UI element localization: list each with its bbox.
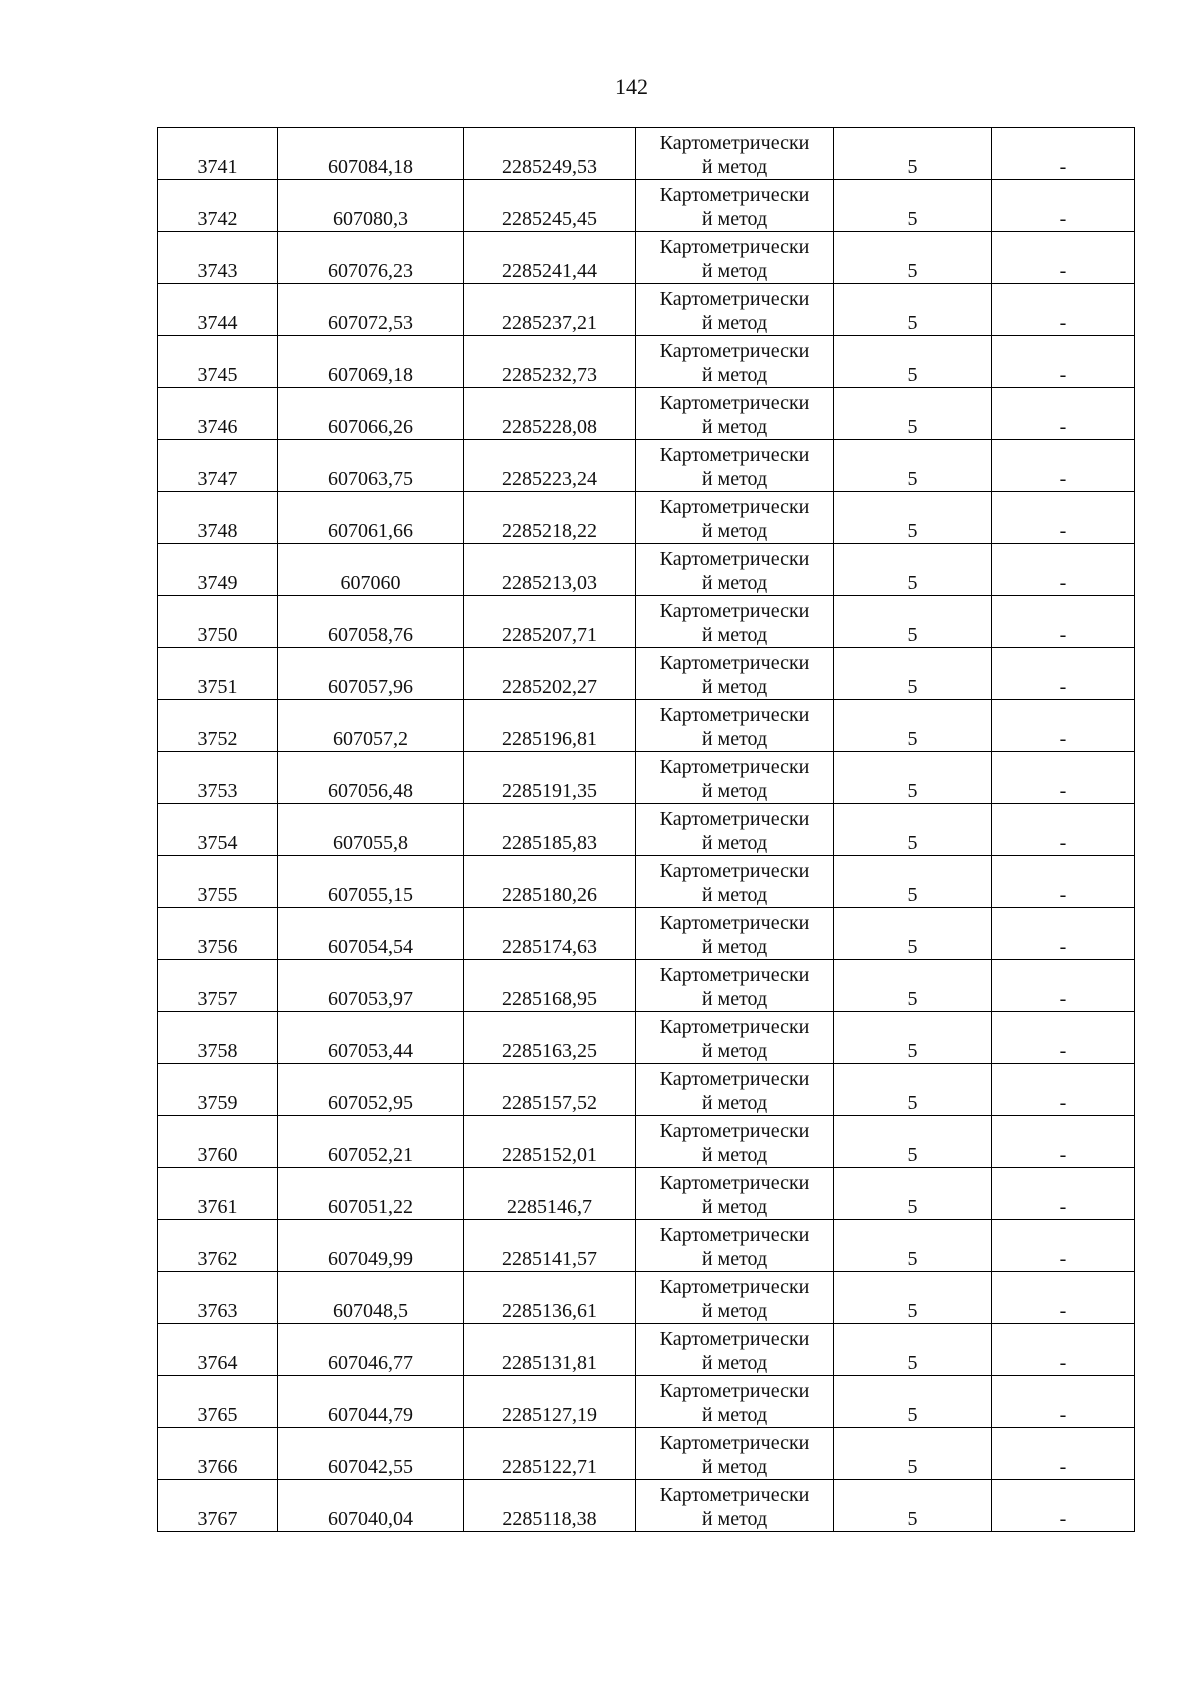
method-label-line1: Картометрически bbox=[659, 392, 810, 414]
point-number-cell: 3753 bbox=[158, 752, 278, 804]
point-number-cell: 3744 bbox=[158, 284, 278, 336]
y-coordinate-cell: 2285232,73 bbox=[464, 336, 636, 388]
note-cell: - bbox=[992, 284, 1135, 336]
method-cell bbox=[636, 1428, 834, 1480]
table-row bbox=[158, 1220, 1135, 1272]
note-cell: - bbox=[992, 1272, 1135, 1324]
table-row bbox=[158, 960, 1135, 1012]
accuracy-cell: 5 bbox=[834, 232, 992, 284]
method-label-line2: й метод bbox=[701, 364, 768, 386]
method-label-line1: Картометрически bbox=[659, 652, 810, 674]
method-cell bbox=[636, 128, 834, 180]
point-number-cell: 3762 bbox=[158, 1220, 278, 1272]
method-label-line2: й метод bbox=[701, 312, 768, 334]
method-cell bbox=[636, 1012, 834, 1064]
method-cell bbox=[636, 1116, 834, 1168]
method-label-line2: й метод bbox=[701, 936, 768, 958]
accuracy-cell: 5 bbox=[834, 284, 992, 336]
method-label-line1: Картометрически bbox=[659, 756, 810, 778]
method-label-line2: й метод bbox=[701, 1456, 768, 1478]
note-cell: - bbox=[992, 960, 1135, 1012]
x-coordinate-cell: 607066,26 bbox=[278, 388, 464, 440]
note-cell: - bbox=[992, 1168, 1135, 1220]
method-label-line1: Картометрически bbox=[659, 1016, 810, 1038]
x-coordinate-cell: 607055,8 bbox=[278, 804, 464, 856]
method-label-line1: Картометрически bbox=[659, 860, 810, 882]
y-coordinate-cell: 2285218,22 bbox=[464, 492, 636, 544]
method-cell bbox=[636, 284, 834, 336]
method-label-line1: Картометрически bbox=[659, 288, 810, 310]
point-number-cell: 3746 bbox=[158, 388, 278, 440]
point-number-cell: 3742 bbox=[158, 180, 278, 232]
accuracy-cell: 5 bbox=[834, 440, 992, 492]
note-cell: - bbox=[992, 1480, 1135, 1532]
x-coordinate-cell: 607060 bbox=[278, 544, 464, 596]
method-label-line2: й метод bbox=[701, 1300, 768, 1322]
method-label-line2: й метод bbox=[701, 988, 768, 1010]
x-coordinate-cell: 607044,79 bbox=[278, 1376, 464, 1428]
y-coordinate-cell: 2285127,19 bbox=[464, 1376, 636, 1428]
accuracy-cell: 5 bbox=[834, 700, 992, 752]
note-cell: - bbox=[992, 856, 1135, 908]
method-cell bbox=[636, 440, 834, 492]
point-number-cell: 3764 bbox=[158, 1324, 278, 1376]
accuracy-cell: 5 bbox=[834, 648, 992, 700]
y-coordinate-cell: 2285168,95 bbox=[464, 960, 636, 1012]
x-coordinate-cell: 607076,23 bbox=[278, 232, 464, 284]
x-coordinate-cell: 607052,21 bbox=[278, 1116, 464, 1168]
x-coordinate-cell: 607069,18 bbox=[278, 336, 464, 388]
point-number-cell: 3756 bbox=[158, 908, 278, 960]
y-coordinate-cell: 2285185,83 bbox=[464, 804, 636, 856]
point-number-cell: 3760 bbox=[158, 1116, 278, 1168]
accuracy-cell: 5 bbox=[834, 492, 992, 544]
page-number: 142 bbox=[615, 74, 648, 99]
method-label-line2: й метод bbox=[701, 468, 768, 490]
accuracy-cell: 5 bbox=[834, 1428, 992, 1480]
x-coordinate-cell: 607053,44 bbox=[278, 1012, 464, 1064]
accuracy-cell: 5 bbox=[834, 752, 992, 804]
method-cell bbox=[636, 752, 834, 804]
method-cell bbox=[636, 1272, 834, 1324]
method-label-line1: Картометрически bbox=[659, 548, 810, 570]
point-number-cell: 3751 bbox=[158, 648, 278, 700]
x-coordinate-cell: 607054,54 bbox=[278, 908, 464, 960]
accuracy-cell: 5 bbox=[834, 336, 992, 388]
accuracy-cell: 5 bbox=[834, 1220, 992, 1272]
method-label-line1: Картометрически bbox=[659, 184, 810, 206]
note-cell: - bbox=[992, 1116, 1135, 1168]
note-cell: - bbox=[992, 232, 1135, 284]
accuracy-cell: 5 bbox=[834, 804, 992, 856]
x-coordinate-cell: 607042,55 bbox=[278, 1428, 464, 1480]
note-cell: - bbox=[992, 908, 1135, 960]
note-cell: - bbox=[992, 180, 1135, 232]
y-coordinate-cell: 2285237,21 bbox=[464, 284, 636, 336]
note-cell: - bbox=[992, 544, 1135, 596]
point-number-cell: 3767 bbox=[158, 1480, 278, 1532]
accuracy-cell: 5 bbox=[834, 544, 992, 596]
note-cell: - bbox=[992, 1064, 1135, 1116]
method-label-line1: Картометрически bbox=[659, 444, 810, 466]
method-label-line2: й метод bbox=[701, 520, 768, 542]
point-number-cell: 3748 bbox=[158, 492, 278, 544]
note-cell: - bbox=[992, 752, 1135, 804]
y-coordinate-cell: 2285191,35 bbox=[464, 752, 636, 804]
x-coordinate-cell: 607053,97 bbox=[278, 960, 464, 1012]
point-number-cell: 3745 bbox=[158, 336, 278, 388]
accuracy-cell: 5 bbox=[834, 1324, 992, 1376]
point-number-cell: 3763 bbox=[158, 1272, 278, 1324]
accuracy-cell: 5 bbox=[834, 1272, 992, 1324]
table-row bbox=[158, 596, 1135, 648]
point-number-cell: 3765 bbox=[158, 1376, 278, 1428]
accuracy-cell: 5 bbox=[834, 1064, 992, 1116]
table-row bbox=[158, 700, 1135, 752]
method-cell bbox=[636, 1220, 834, 1272]
method-label-line2: й метод bbox=[701, 1144, 768, 1166]
y-coordinate-cell: 2285141,57 bbox=[464, 1220, 636, 1272]
table-row bbox=[158, 1116, 1135, 1168]
method-cell bbox=[636, 544, 834, 596]
method-cell bbox=[636, 960, 834, 1012]
point-number-cell: 3754 bbox=[158, 804, 278, 856]
method-label-line1: Картометрически bbox=[659, 1276, 810, 1298]
method-label-line2: й метод bbox=[701, 1092, 768, 1114]
point-number-cell: 3757 bbox=[158, 960, 278, 1012]
method-label-line2: й метод bbox=[701, 1404, 768, 1426]
y-coordinate-cell: 2285228,08 bbox=[464, 388, 636, 440]
method-cell bbox=[636, 388, 834, 440]
y-coordinate-cell: 2285202,27 bbox=[464, 648, 636, 700]
method-label-line2: й метод bbox=[701, 1040, 768, 1062]
accuracy-cell: 5 bbox=[834, 388, 992, 440]
coordinates-table bbox=[157, 127, 1135, 1532]
x-coordinate-cell: 607048,5 bbox=[278, 1272, 464, 1324]
x-coordinate-cell: 607057,2 bbox=[278, 700, 464, 752]
method-label-line1: Картометрически bbox=[659, 1224, 810, 1246]
note-cell: - bbox=[992, 1324, 1135, 1376]
point-number-cell: 3743 bbox=[158, 232, 278, 284]
accuracy-cell: 5 bbox=[834, 1480, 992, 1532]
accuracy-cell: 5 bbox=[834, 960, 992, 1012]
method-label-line2: й метод bbox=[701, 208, 768, 230]
y-coordinate-cell: 2285118,38 bbox=[464, 1480, 636, 1532]
y-coordinate-cell: 2285157,52 bbox=[464, 1064, 636, 1116]
method-cell bbox=[636, 232, 834, 284]
method-label-line2: й метод bbox=[701, 572, 768, 594]
x-coordinate-cell: 607058,76 bbox=[278, 596, 464, 648]
note-cell: - bbox=[992, 700, 1135, 752]
note-cell: - bbox=[992, 648, 1135, 700]
method-cell bbox=[636, 804, 834, 856]
accuracy-cell: 5 bbox=[834, 1012, 992, 1064]
method-label-line1: Картометрически bbox=[659, 1328, 810, 1350]
table-row bbox=[158, 1428, 1135, 1480]
method-label-line1: Картометрически bbox=[659, 496, 810, 518]
x-coordinate-cell: 607057,96 bbox=[278, 648, 464, 700]
x-coordinate-cell: 607072,53 bbox=[278, 284, 464, 336]
table-row bbox=[158, 492, 1135, 544]
note-cell: - bbox=[992, 1220, 1135, 1272]
table-row bbox=[158, 856, 1135, 908]
note-cell: - bbox=[992, 1428, 1135, 1480]
x-coordinate-cell: 607056,48 bbox=[278, 752, 464, 804]
method-label-line2: й метод bbox=[701, 1508, 768, 1530]
method-cell bbox=[636, 648, 834, 700]
table-row bbox=[158, 1064, 1135, 1116]
method-label-line1: Картометрически bbox=[659, 132, 810, 154]
note-cell: - bbox=[992, 128, 1135, 180]
method-label-line2: й метод bbox=[701, 884, 768, 906]
method-label-line1: Картометрически bbox=[659, 1172, 810, 1194]
y-coordinate-cell: 2285196,81 bbox=[464, 700, 636, 752]
x-coordinate-cell: 607052,95 bbox=[278, 1064, 464, 1116]
point-number-cell: 3758 bbox=[158, 1012, 278, 1064]
y-coordinate-cell: 2285152,01 bbox=[464, 1116, 636, 1168]
method-label-line1: Картометрически bbox=[659, 600, 810, 622]
accuracy-cell: 5 bbox=[834, 908, 992, 960]
y-coordinate-cell: 2285163,25 bbox=[464, 1012, 636, 1064]
method-label-line1: Картометрически bbox=[659, 964, 810, 986]
method-label-line2: й метод bbox=[701, 156, 768, 178]
method-cell bbox=[636, 908, 834, 960]
table-row bbox=[158, 336, 1135, 388]
method-label-line1: Картометрически bbox=[659, 1380, 810, 1402]
table-row bbox=[158, 1168, 1135, 1220]
table-row bbox=[158, 1272, 1135, 1324]
point-number-cell: 3741 bbox=[158, 128, 278, 180]
method-cell bbox=[636, 596, 834, 648]
table-row bbox=[158, 284, 1135, 336]
method-cell bbox=[636, 700, 834, 752]
x-coordinate-cell: 607049,99 bbox=[278, 1220, 464, 1272]
table-row bbox=[158, 908, 1135, 960]
table-row bbox=[158, 544, 1135, 596]
table-row bbox=[158, 1012, 1135, 1064]
x-coordinate-cell: 607080,3 bbox=[278, 180, 464, 232]
method-cell bbox=[636, 1168, 834, 1220]
table-row bbox=[158, 128, 1135, 180]
method-label-line1: Картометрически bbox=[659, 1484, 810, 1506]
accuracy-cell: 5 bbox=[834, 596, 992, 648]
point-number-cell: 3759 bbox=[158, 1064, 278, 1116]
note-cell: - bbox=[992, 804, 1135, 856]
table-row bbox=[158, 440, 1135, 492]
accuracy-cell: 5 bbox=[834, 856, 992, 908]
method-label-line2: й метод bbox=[701, 728, 768, 750]
accuracy-cell: 5 bbox=[834, 1116, 992, 1168]
point-number-cell: 3755 bbox=[158, 856, 278, 908]
point-number-cell: 3747 bbox=[158, 440, 278, 492]
method-label-line2: й метод bbox=[701, 832, 768, 854]
table-row bbox=[158, 1480, 1135, 1532]
method-label-line2: й метод bbox=[701, 676, 768, 698]
x-coordinate-cell: 607051,22 bbox=[278, 1168, 464, 1220]
method-label-line2: й метод bbox=[701, 1352, 768, 1374]
table-row bbox=[158, 1324, 1135, 1376]
method-label-line2: й метод bbox=[701, 1196, 768, 1218]
note-cell: - bbox=[992, 1376, 1135, 1428]
table-body bbox=[158, 128, 1135, 1532]
table-row bbox=[158, 180, 1135, 232]
note-cell: - bbox=[992, 492, 1135, 544]
y-coordinate-cell: 2285207,71 bbox=[464, 596, 636, 648]
method-cell bbox=[636, 1064, 834, 1116]
point-number-cell: 3749 bbox=[158, 544, 278, 596]
x-coordinate-cell: 607063,75 bbox=[278, 440, 464, 492]
note-cell: - bbox=[992, 336, 1135, 388]
method-label-line2: й метод bbox=[701, 260, 768, 282]
y-coordinate-cell: 2285122,71 bbox=[464, 1428, 636, 1480]
accuracy-cell: 5 bbox=[834, 180, 992, 232]
method-label-line1: Картометрически bbox=[659, 236, 810, 258]
method-cell bbox=[636, 1376, 834, 1428]
x-coordinate-cell: 607046,77 bbox=[278, 1324, 464, 1376]
x-coordinate-cell: 607061,66 bbox=[278, 492, 464, 544]
method-cell bbox=[636, 336, 834, 388]
table-row bbox=[158, 388, 1135, 440]
table-row bbox=[158, 752, 1135, 804]
method-label-line1: Картометрически bbox=[659, 704, 810, 726]
note-cell: - bbox=[992, 440, 1135, 492]
x-coordinate-cell: 607084,18 bbox=[278, 128, 464, 180]
point-number-cell: 3766 bbox=[158, 1428, 278, 1480]
x-coordinate-cell: 607040,04 bbox=[278, 1480, 464, 1532]
x-coordinate-cell: 607055,15 bbox=[278, 856, 464, 908]
y-coordinate-cell: 2285180,26 bbox=[464, 856, 636, 908]
y-coordinate-cell: 2285136,61 bbox=[464, 1272, 636, 1324]
accuracy-cell: 5 bbox=[834, 1376, 992, 1428]
y-coordinate-cell: 2285223,24 bbox=[464, 440, 636, 492]
y-coordinate-cell: 2285213,03 bbox=[464, 544, 636, 596]
method-label-line2: й метод bbox=[701, 624, 768, 646]
y-coordinate-cell: 2285174,63 bbox=[464, 908, 636, 960]
method-label-line1: Картометрически bbox=[659, 912, 810, 934]
method-cell bbox=[636, 856, 834, 908]
point-number-cell: 3752 bbox=[158, 700, 278, 752]
note-cell: - bbox=[992, 596, 1135, 648]
table-row bbox=[158, 804, 1135, 856]
point-number-cell: 3750 bbox=[158, 596, 278, 648]
note-cell: - bbox=[992, 388, 1135, 440]
method-cell bbox=[636, 180, 834, 232]
method-label-line1: Картометрически bbox=[659, 1120, 810, 1142]
method-cell bbox=[636, 1480, 834, 1532]
table-row bbox=[158, 1376, 1135, 1428]
y-coordinate-cell: 2285245,45 bbox=[464, 180, 636, 232]
table-row bbox=[158, 232, 1135, 284]
y-coordinate-cell: 2285241,44 bbox=[464, 232, 636, 284]
method-cell bbox=[636, 1324, 834, 1376]
point-number-cell: 3761 bbox=[158, 1168, 278, 1220]
table-row bbox=[158, 648, 1135, 700]
method-label-line2: й метод bbox=[701, 416, 768, 438]
method-label-line2: й метод bbox=[701, 780, 768, 802]
method-label-line2: й метод bbox=[701, 1248, 768, 1270]
y-coordinate-cell: 2285146,7 bbox=[464, 1168, 636, 1220]
method-cell bbox=[636, 492, 834, 544]
method-label-line1: Картометрически bbox=[659, 1432, 810, 1454]
method-label-line1: Картометрически bbox=[659, 340, 810, 362]
accuracy-cell: 5 bbox=[834, 1168, 992, 1220]
note-cell: - bbox=[992, 1012, 1135, 1064]
y-coordinate-cell: 2285249,53 bbox=[464, 128, 636, 180]
accuracy-cell: 5 bbox=[834, 128, 992, 180]
y-coordinate-cell: 2285131,81 bbox=[464, 1324, 636, 1376]
method-label-line1: Картометрически bbox=[659, 808, 810, 830]
method-label-line1: Картометрически bbox=[659, 1068, 810, 1090]
